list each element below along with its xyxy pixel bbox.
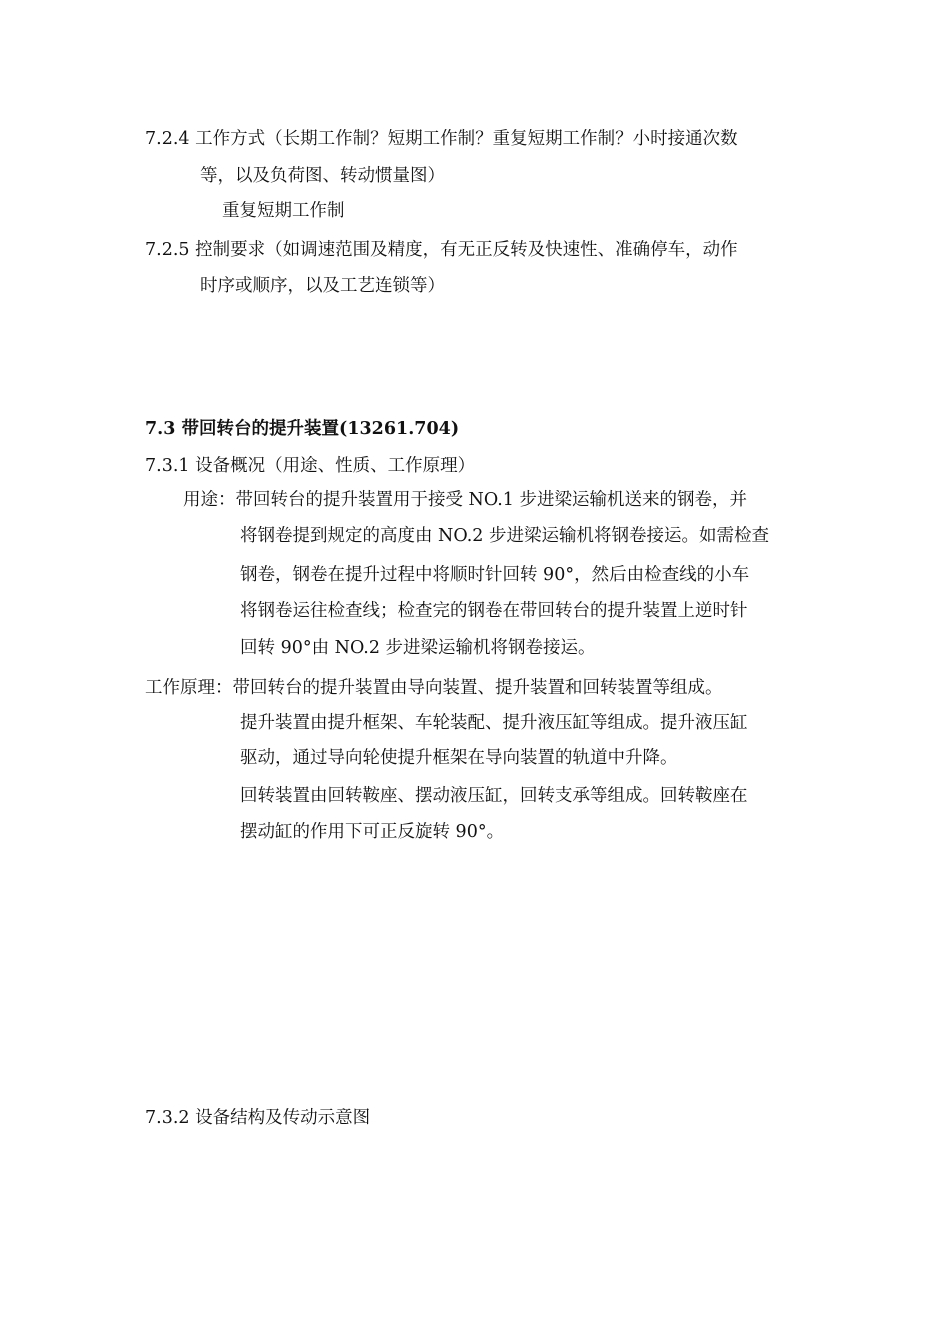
section-7-2-4-answer: 重复短期工作制 [222,201,345,221]
principle-line-5: 摆动缸的作用下可正反旋转 90°。 [240,822,505,842]
section-7-3-heading: 7.3 带回转台的提升装置(13261.704) [145,419,460,439]
section-7-2-5-line-1: 7.2.5 控制要求（如调速范围及精度，有无正反转及快速性、准确停车，动作 [145,240,738,260]
section-7-2-4-line-2: 等，以及负荷图、转动惯量图） [200,166,445,186]
principle-line-2: 提升装置由提升框架、车轮装配、提升液压缸等组成。提升液压缸 [240,713,748,733]
principle-line-3: 驱动，通过导向轮使提升框架在导向装置的轨道中升降。 [240,748,678,768]
usage-line-4: 将钢卷运往检查线；检查完的钢卷在带回转台的提升装置上逆时针 [240,601,748,621]
section-7-2-5-line-2: 时序或顺序，以及工艺连锁等） [200,276,445,296]
section-7-3-1-heading: 7.3.1 设备概况（用途、性质、工作原理） [145,456,476,476]
usage-line-5: 回转 90°由 NO.2 步进梁运输机将钢卷接运。 [240,638,596,658]
section-7-3-2-heading: 7.3.2 设备结构及传动示意图 [145,1108,371,1128]
principle-line-1: 工作原理：带回转台的提升装置由导向装置、提升装置和回转装置等组成。 [145,678,723,698]
usage-line-3: 钢卷，钢卷在提升过程中将顺时针回转 90°，然后由检查线的小车 [240,565,750,585]
usage-line-2: 将钢卷提到规定的高度由 NO.2 步进梁运输机将钢卷接运。如需检查 [240,526,769,546]
usage-line-1: 用途：带回转台的提升装置用于接受 NO.1 步进梁运输机送来的钢卷，并 [183,490,747,510]
principle-line-4: 回转装置由回转鞍座、摆动液压缸，回转支承等组成。回转鞍座在 [240,786,748,806]
section-7-2-4-line-1: 7.2.4 工作方式（长期工作制？短期工作制？重复短期工作制？小时接通次数 [145,129,738,149]
